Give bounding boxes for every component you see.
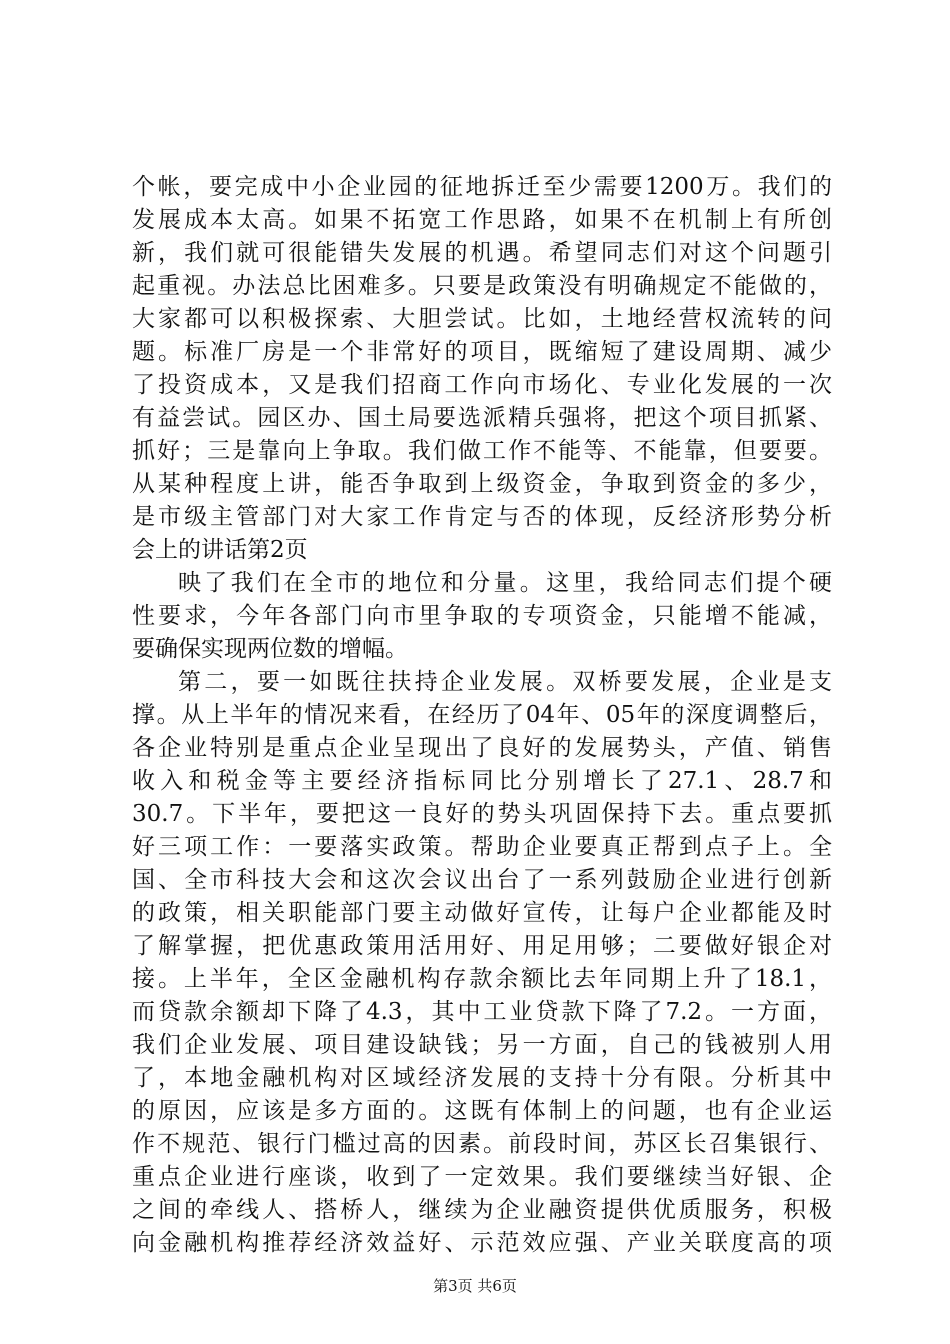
text-line: 收入和税金等主要经济指标同比分别增长了27.1、28.7和: [132, 768, 832, 794]
text-line: 接。上半年，全区金融机构存款余额比去年同期上升了18.1，: [132, 966, 832, 992]
text-line: 撑。从上半年的情况来看，在经历了04年、05年的深度调整后，: [132, 702, 832, 728]
text-line: 而贷款余额却下降了4.3，其中工业贷款下降了7.2。一方面，: [132, 999, 832, 1025]
text-line: 国、全市科技大会和这次会议出台了一系列鼓励企业进行创新: [132, 867, 832, 893]
text-line: 新，我们就可很能错失发展的机遇。希望同志们对这个问题引: [132, 240, 832, 266]
text-line: 30.7。下半年，要把这一良好的势头巩固保持下去。重点要抓: [132, 801, 832, 827]
text-line: 了解掌握，把优惠政策用活用好、用足用够；二要做好银企对: [132, 933, 832, 959]
text-line: 我们企业发展、项目建设缺钱；另一方面，自己的钱被别人用: [132, 1032, 832, 1058]
paragraph: [132, 171, 832, 567]
text-line: 重点企业进行座谈，收到了一定效果。我们要继续当好银、企: [132, 1164, 832, 1190]
text-line: 个帐，要完成中小企业园的征地拆迁至少需要1200万。我们的: [132, 174, 832, 200]
text-line: 了，本地金融机构对区域经济发展的支持十分有限。分析其中: [132, 1065, 832, 1091]
text-line: 之间的牵线人、搭桥人，继续为企业融资提供优质服务，积极: [132, 1197, 832, 1223]
text-line: 性要求，今年各部门向市里争取的专项资金，只能增不能减，: [132, 603, 832, 629]
text-line: 起重视。办法总比困难多。只要是政策没有明确规定不能做的，: [132, 273, 832, 299]
text-line: 抓好；三是靠向上争取。我们做工作不能等、不能靠，但要要。: [132, 438, 832, 464]
text-line: 从某种程度上讲，能否争取到上级资金，争取到资金的多少，: [132, 471, 832, 497]
text-line: 了投资成本，又是我们招商工作向市场化、专业化发展的一次: [132, 372, 832, 398]
text-line: 第二，要一如既往扶持企业发展。双桥要发展，企业是支: [178, 669, 832, 695]
text-line: 大家都可以积极探索、大胆尝试。比如，土地经营权流转的问: [132, 306, 832, 332]
page-footer: 第3页 共6页: [433, 1277, 517, 1295]
paragraph: [132, 666, 832, 1260]
text-line: 的政策，相关职能部门要主动做好宣传，让每户企业都能及时: [132, 900, 832, 926]
text-line: 是市级主管部门对大家工作肯定与否的体现，反经济形势分析: [132, 504, 832, 530]
text-line: 要确保实现两位数的增幅。: [132, 636, 408, 662]
document-body: [132, 171, 832, 1260]
text-line: 有益尝试。园区办、国土局要选派精兵强将，把这个项目抓紧、: [132, 405, 832, 431]
text-line: 映了我们在全市的地位和分量。这里，我给同志们提个硬: [178, 570, 832, 596]
text-line: 向金融机构推荐经济效益好、示范效应强、产业关联度高的项: [132, 1230, 832, 1256]
paragraph: [132, 567, 832, 666]
text-line: 好三项工作：一要落实政策。帮助企业要真正帮到点子上。全: [132, 834, 832, 860]
text-line: 会上的讲话第2页: [132, 537, 308, 563]
text-line: 发展成本太高。如果不拓宽工作思路，如果不在机制上有所创: [132, 207, 832, 233]
text-line: 作不规范、银行门槛过高的因素。前段时间，苏区长召集银行、: [132, 1131, 832, 1157]
text-line: 的原因，应该是多方面的。这既有体制上的问题，也有企业运: [132, 1098, 832, 1124]
text-line: 各企业特别是重点企业呈现出了良好的发展势头，产值、销售: [132, 735, 832, 761]
text-line: 题。标准厂房是一个非常好的项目，既缩短了建设周期、减少: [132, 339, 832, 365]
